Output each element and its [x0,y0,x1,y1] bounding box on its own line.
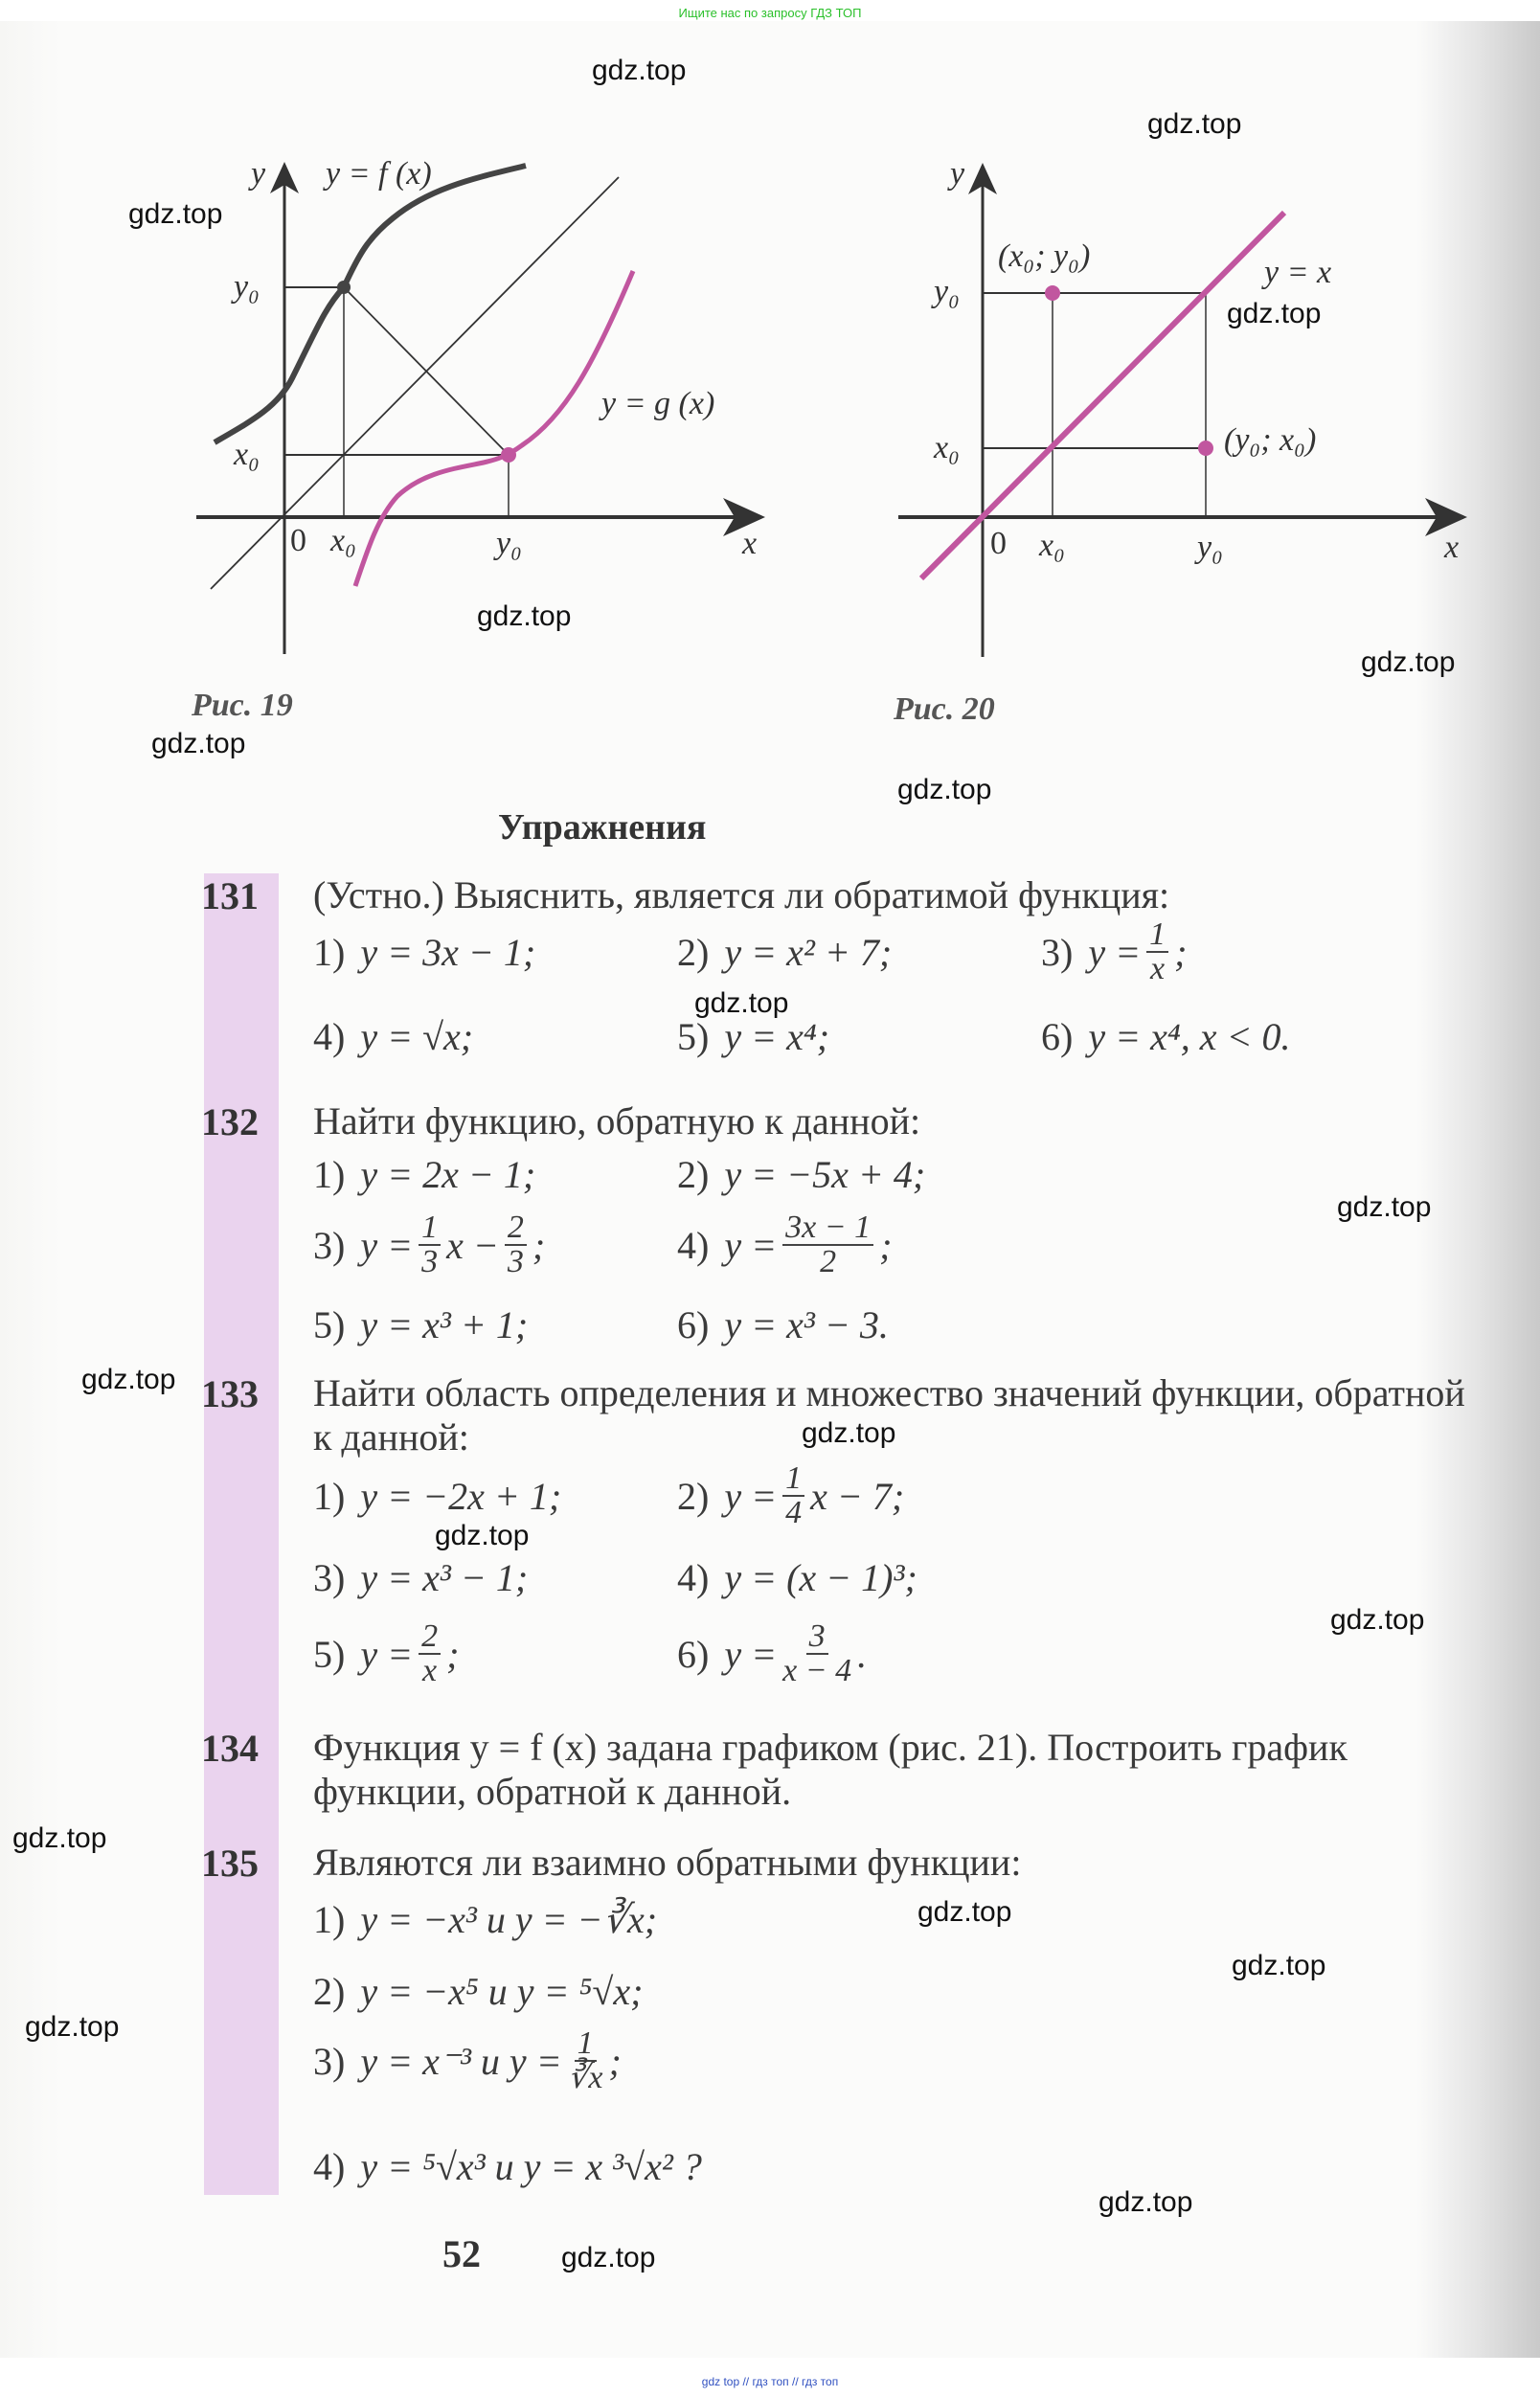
numerator: 1 [1146,918,1168,953]
item-number: 1) [313,930,346,974]
fig19-label-g: y = g (x) [601,386,715,421]
formula-text: y = x⁻³ и y = [360,2039,562,2083]
page-number: 52 [442,2232,481,2275]
fraction [505,1211,527,1278]
item-number: 2) [677,1474,710,1518]
watermark: gdz.top [1361,646,1456,678]
formula-text: ; [879,1223,893,1267]
exercise-row [313,1460,1491,1530]
exercise-item [677,1618,868,1688]
item-number: 4) [313,2144,346,2188]
fig19-point-g [501,447,516,463]
numerator: 1 [575,2027,597,2062]
exercise-row [313,916,1491,986]
watermark: gdz.top [435,1520,530,1551]
exercise-item [313,1007,473,1065]
fig20-label-p1: (x₀; y₀) [998,238,1091,274]
watermark: gdz.top [802,1417,896,1449]
fraction [1146,918,1168,985]
exercise-number: 133 [201,1372,259,1415]
exercise-number: 134 [201,1727,259,1770]
watermark: gdz.top [1098,2186,1193,2218]
fig19-curve-g [355,271,633,586]
formula-text: y = −5x + 4; [724,1152,926,1196]
numerator: 3x − 1 [782,1211,873,1246]
fig19-point-f [337,281,351,294]
exercise-item [313,1296,528,1353]
figures [0,0,1540,728]
figure-20-caption: Рис. 20 [894,691,995,727]
figure-20 [898,156,1463,657]
formula-text: y = [360,1223,414,1267]
watermark: gdz.top [1227,298,1322,329]
item-number: 6) [1041,1014,1074,1058]
numerator: 1 [782,1462,804,1497]
exercise-item [677,1549,917,1606]
exercise-item [1041,1007,1290,1065]
watermark: gdz.top [561,2242,656,2273]
exercise-statement: Являются ли взаимно обратными функции: [313,1841,1022,1884]
formula-text: y = ⁵√x³ и y = x ³√x² ? [360,2144,702,2188]
exercise-item [313,1549,528,1606]
formula-text: y = x³ + 1; [360,1302,529,1346]
exercise-item [313,1210,546,1279]
formula-text: x − 7; [810,1474,905,1518]
denominator: 3 [507,1244,524,1279]
formula-text: y = √x; [360,1014,474,1058]
formula-text: y = x² + 7; [724,930,893,974]
exercise-item [1041,916,1188,986]
exercise-number-band [204,873,279,2195]
item-number: 4) [677,1555,710,1599]
exercise-row [313,1890,1491,1948]
exercise-number: 132 [201,1100,259,1143]
watermark: gdz.top [151,728,246,759]
exercise-item [677,1145,925,1203]
formula-text: y = −x³ и y = −∛x; [360,1897,658,1941]
top-note: Ищите нас по запросу ГДЗ ТОП [678,6,862,20]
fraction [419,1211,441,1278]
watermark: gdz.top [1330,1604,1425,1636]
exercise-item [313,1618,460,1688]
formula-text: ; [608,2039,622,2083]
formula-text: y = −x⁵ и y = ⁵√x; [360,1969,644,2013]
item-number: 2) [677,1152,710,1196]
denominator: x [422,1653,438,1688]
watermark: gdz.top [12,1822,107,1854]
watermark: gdz.top [1232,1950,1326,1981]
fig20-label-x0: x₀ [934,430,960,465]
exercise-item [313,1962,643,2020]
fig20-point-y0-x0 [1198,441,1213,456]
exercise-item [313,923,535,981]
exercise-row [313,1549,1491,1606]
formula-text: ; [446,1632,460,1676]
formula-text: y = x⁴; [724,1014,830,1058]
formula-text: y = −2x + 1; [360,1474,562,1518]
fig20-label-y-axis: y [950,156,965,192]
denominator: 3 [421,1244,439,1279]
numerator: 2 [419,1620,441,1655]
exercise-item [313,1890,657,1948]
item-number: 1) [313,1897,346,1941]
item-number: 3) [313,1223,346,1267]
denominator: 4 [785,1495,803,1530]
exercise-number: 135 [201,1842,259,1885]
watermark: gdz.top [25,2011,120,2043]
fig19-label-origin: 0 [290,523,306,558]
denominator: ∛x [567,2060,603,2095]
numerator: 1 [419,1211,441,1246]
exercise-item [677,1460,905,1530]
fig19-label-y0: y₀ [234,269,260,305]
fraction [782,1462,804,1529]
exercise-row [313,2137,1491,2195]
watermark: gdz.top [81,1364,176,1395]
fig20-label-y0: y₀ [934,274,960,309]
figure-19-caption: Рис. 19 [192,688,293,723]
exercise-statement: (Устно.) Выяснить, является ли обратимой функция: [313,873,1170,916]
item-number: 1) [313,1474,346,1518]
numerator: 2 [505,1211,527,1246]
fig19-bisector [211,177,619,589]
exercise-item [677,923,892,981]
formula-text: . [857,1632,868,1676]
fraction [568,2027,603,2094]
section-title: Упражнения [498,807,707,848]
formula-text: ; [532,1223,546,1267]
bottom-note: gdz top // гдз топ // гдз топ [701,2375,839,2388]
fraction [782,1211,873,1278]
formula-text: y = [1088,930,1142,974]
item-number: 4) [677,1223,710,1267]
item-number: 3) [313,2039,346,2083]
item-number: 6) [677,1302,710,1346]
fig20-label-p2: (y₀; x₀) [1224,422,1317,458]
fig20-label-x0-axis: x₀ [1039,528,1065,563]
item-number: 4) [313,1014,346,1058]
fraction [782,1620,851,1687]
watermark: gdz.top [1147,108,1242,140]
exercise-statement: Найти функцию, обратную к данной: [313,1099,921,1142]
fig19-label-y0-axis: y₀ [496,526,522,561]
exercise-item [313,2137,702,2195]
exercise-row [313,1145,1491,1203]
watermark: gdz.top [128,198,223,230]
formula-text: y = [724,1632,778,1676]
fig19-label-x0-axis: x₀ [330,523,356,558]
formula-text: y = (x − 1)³; [724,1555,917,1599]
fig20-label-x-axis: x [1444,530,1460,565]
fig19-label-y-axis: y [251,156,266,192]
item-number: 6) [677,1632,710,1676]
exercise-statement: Найти область определения и множество значений функции, обратной к данной: [313,1371,1465,1459]
fig20-label-y0-axis: y₀ [1197,530,1223,565]
item-number: 3) [1041,930,1074,974]
exercise-item [313,1145,535,1203]
item-number: 5) [677,1014,710,1058]
item-number: 2) [313,1969,346,2013]
exercise-row [313,1296,1491,1353]
formula-text: y = 2x − 1; [360,1152,536,1196]
formula-text: y = x³ − 3. [724,1302,889,1346]
watermark: gdz.top [897,774,992,805]
formula-text: y = [724,1474,778,1518]
exercise-item [677,1210,893,1279]
denominator: x [1150,951,1166,986]
fig19-label-x-axis: x [742,526,758,561]
formula-text: y = x³ − 1; [360,1555,529,1599]
item-number: 5) [313,1632,346,1676]
fig19-label-x0: x₀ [234,437,260,472]
watermark: gdz.top [694,987,789,1019]
formula-text: y = x⁴, x < 0. [1088,1014,1291,1058]
fig20-label-origin: 0 [990,526,1007,561]
fig19-label-f: y = f (x) [326,156,432,192]
fraction [419,1620,441,1687]
exercise-number: 131 [201,874,259,917]
formula-text: y = [724,1223,778,1267]
exercise-item [313,2025,622,2095]
watermark: gdz.top [1337,1191,1432,1223]
fig20-point-x0-y0 [1045,285,1060,301]
exercise-row [313,1007,1491,1065]
exercise-statement: Функция y = f (x) задана графиком (рис. 21). Построить график функции, обратной к данной. [313,1726,1348,1813]
formula-text: ; [1174,930,1188,974]
item-number: 3) [313,1555,346,1599]
exercise-item [313,1467,561,1525]
watermark: gdz.top [477,600,572,632]
item-number: 1) [313,1152,346,1196]
exercise-row [313,1210,1491,1279]
watermark: gdz.top [592,55,687,86]
watermark: gdz.top [917,1896,1012,1928]
fig19-curve-f [215,166,526,442]
fig20-line-y-equals-x [921,213,1284,578]
exercise-row [313,2025,1491,2095]
formula-text: y = [360,1632,414,1676]
denominator: 2 [820,1244,837,1279]
formula-text: y = 3x − 1; [360,930,536,974]
figure-19 [196,156,761,654]
denominator: x − 4 [782,1653,852,1688]
item-number: 5) [313,1302,346,1346]
formula-text: x − [446,1223,499,1267]
exercise-item [677,1296,889,1353]
fig20-label-line: y = x [1264,255,1332,290]
numerator: 3 [806,1620,828,1655]
item-number: 2) [677,930,710,974]
